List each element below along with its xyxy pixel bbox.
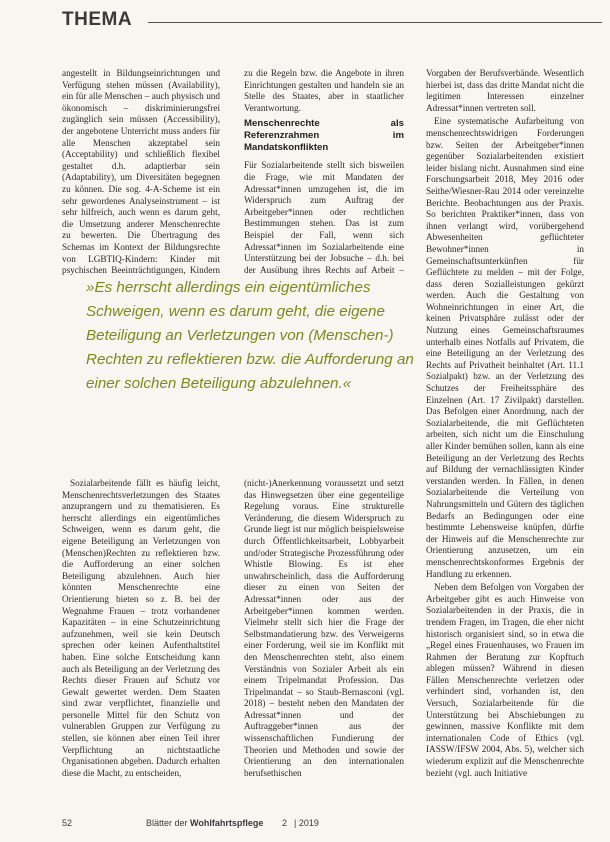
issue-number: 2	[282, 818, 288, 828]
column-middle-top	[244, 68, 404, 276]
paragraph: Neben dem Befolgen von Vorgaben der Arbeitgeber gibt es auch Hinweise von Sozialarbeitenden in der Praxis, die in trendem Fragen, im Tragen, die eher nicht historisch organisiert sind, so in etwa die „Regel eines Frauenhauses, wo Frauen im Rahmen der Beratung zur Kopftuch ablegen müssen? Während in diesen Fällen Menschenrechte verletzen oder verhindert sind, vorhanden ist, den Versuch, Sozialarbeitende für die Unterstützung bei Abschiebungen zu gewinnen, massive Konflikte mit dem internationalen Code of Ethics (vgl. IASSW/IFSW 2004, Abs. 5), welcher sich wiederum explizit auf die Menschenrechte bezieht (vgl. auch Initiative	[426, 582, 584, 778]
paragraph: Eine systematische Aufarbeitung von menschenrechtswidrigen Forderungen bzw. Seiten der Arbeitgeber*innen gegenüber Sozialarbeitenden existiert leider bislang nicht. Ausnahmen sind eine Forschungsarbeit 2018, Mey 2016 oder Seithe/Wiesner-Rau 2014 oder vereinzelte Berichte. Beobachtungen aus der Praxis. So berichten Praktiker*innen, dass von ihnen verlangt wird, vorübergehend Abwesenheiten geflüchteter Bewohner*innen in Gemeinschaftsunterkünften für Geflüchtete zu melden – mit der Folge, dass deren Sozialleistungen gekürzt werden. Auch die Gestaltung von Wohneinrichtungen in einer Art, die keinen Privatsphäre zulässt oder der Nutzung eines Gemeinschaftsraumes unterhalb eines Notfalls auf Privatem, die eine Beteiligung an der Verletzung des Rechts auf Privatheit beinhaltet (Art. 11.1 Sozialpakt) bzw. an der Verletzung des Schutzes der Freiheitssphäre des Einzelnen (Art. 17 Zivilpakt) darstellen. Das Befolgen einer Anordnung, nach der Sozialarbeitende, die mit Geflüchteten arbeiten, sich nicht um die Einschulung aller Kinder bemühen sollen, kann als eine Beteiligung an der Verletzung des Rechts auf Bildung der vernachlässigten Kinder verstanden werden. In Fällen, in denen Sozialarbeitende die Verteilung von Nahrungsmitteln und Gütern des täglichen Bedarfs an Bedingungen oder eine bestimmte Lebensweise knüpfen, dürfte der Hinweis auf die Menschenrechte zur Orientierung anzusetzen, um ein menschenrechtskonformes Ergebnis der Handlung zu erkennen.	[426, 116, 584, 579]
paragraph: zu die Regeln bzw. die Angebote in ihren Einrichtungen gestalten und handeln sie an Stelle des Staates, aber in staatlicher Verantwortung.	[244, 68, 404, 113]
paragraph: Für Sozialarbeitende stellt sich bisweilen die Frage, wie mit Mandaten der Adressat*innen umzugehen ist, die im Widerspruch zum Auftrag der Arbeitgeber*innen oder rechtlichen Bestimmungen stehen. Das ist zum Beispiel der Fall, wenn sich Adressat*innen im Sozialarbeitende eine Unterstützung bei der Jobsuche – d.h. bei der Ausübung ihres Rechts auf Arbeit –	[244, 160, 404, 275]
column-right	[426, 68, 584, 810]
journal-name-bold: Wohlfahrtspflege	[190, 818, 264, 828]
paragraph: Sozialarbeitende fällt es häufig leicht, Menschenrechtsverletzungen des Staates anzuprangern und zu thematisieren. Es herrscht allerdings ein eigentümliches Schweigen, wenn es darum geht, die eigene Beteiligung an Verletzungen von (Menschen)Rechten zu reflektieren bzw. die Aufforderung an einer solchen Beteiligung abzulehnen. Auch hier könnten Menschenrechte eine Orientierung bieten so z. B. bei der Wegnahme Frauen – trotz vorhandener Kapazitäten – in eine Schutzeinrichtung aufzunehmen, weil sie kein Deutsch sprechen oder keinen Aufenthaltstitel haben. Eine solche Entscheidung kann auch als Beteiligung an der Verletzung des Rechts dieser Frauen auf Schutz vor Gewalt gewertet werden. Dem Staaten sind zwar verpflichtet, finanzielle und personelle Mittel für den Schutz von vulnerablen Gruppen zur Verfügung zu stellen, sie können aber einen Teil ihrer Verpflichtung an nichtstaatliche Organisationen abgeben. Dadurch erhalten diese die Macht, zu entscheiden,	[62, 478, 220, 778]
paragraph: Vorgaben der Berufsverbände. Wesentlich hierbei ist, dass das dritte Mandat nicht die legitimen Interessen einzelner Adressat*innen vertreten soll.	[426, 68, 584, 113]
header-rule	[148, 22, 602, 23]
journal-name-prefix: Blätter der	[146, 818, 191, 828]
journal-name	[146, 818, 263, 828]
column-middle-bottom	[244, 478, 404, 810]
column-left-bottom	[62, 478, 220, 810]
page-header	[62, 9, 602, 37]
pull-quote: »Es herrscht allerdings ein eigentümliches Schweigen, wenn es darum geht, die eigene Beteiligung an Verletzungen von (Menschen-) Rechten zu reflektieren bzw. die Aufforderung an einer solchen Beteiligung abzulehnen.«	[86, 279, 414, 392]
section-subheading: Menschenrechte als Referenzrahmen im Mandatskonflikten	[244, 118, 404, 154]
paragraph: angestellt in Bildungseinrichtungen und Verfügung stehen müssen (Availability), ein für alle Menschen – auch physisch und ökonomisch – diskriminierungsfrei zugänglich sein müssen (Accessibility), der angebotene Unterricht muss anders für alle Menschen akzeptabel sein (Acceptability) und schließlich flexibel gestaltet d.h. adaptierbar sein (Adaptability), um Diversitäten begegnen zu können. Die sog. 4-A-Scheme ist ein sehr gewordenes Analyseinstrument – ist sehr hilfreich, auch wenn es darum geht, die Umsetzung anderer Menschenrechte zu bewerten. Die Übertragung des Schemas im Kontext der Bildungsrechte von LGBTIQ-Kindern: Kinder mit psychischen Beeinträchtigungen, Kindern	[62, 68, 220, 276]
page-footer	[62, 818, 582, 832]
section-title: THEMA	[62, 9, 133, 30]
page-number: 52	[62, 818, 73, 828]
issue-year: | 2019	[294, 818, 319, 828]
paragraph: (nicht-)Anerkennung voraussetzt und setzt das Hinwegsetzen über eine gegenteilige Regelung voraus. Eine strukturelle Veränderung, die diesem Widerspruch zu Grunde liegt ist nur möglich beispielsweise durch Öffentlichkeitsarbeit, Lobbyarbeit und/oder Strategische Prozessführung oder Whistle Blowing. Es ist eher unwahrscheinlich, dass die Aufforderung dieser zu einen von Seiten der Adressat*innen oder aus der Arbeitgeber*innen kommen werden. Vielmehr stellt sich hier die Frage der Selbstmandatierung bzw. des Verweigerns einer Forderung, weil sie im Konflikt mit den Menschenrechten steht, also einem Verständnis von Sozialer Arbeit als ein einem Tripelmandat Profession. Das Tripelmandat – so Staub-Bernasconi (vgl. 2018) – besteht neben den Mandaten der Adressat*innen und der Auftraggeber*innen aus der wissenschaftlichen Fundierung der Theorien und Methoden und sowie der Orientierung an den internationalen berufsethischen	[244, 478, 404, 778]
column-left-top	[62, 68, 220, 276]
